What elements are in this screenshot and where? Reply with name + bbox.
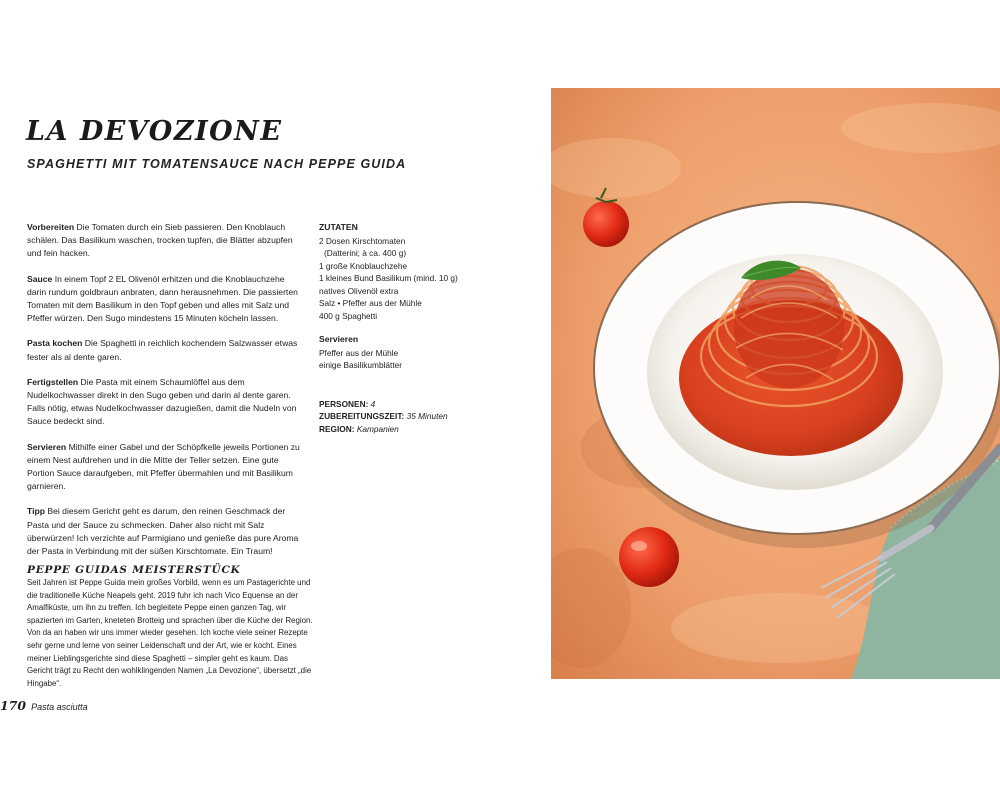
step-cook-pasta [27,337,305,363]
serving-item: Pfeffer aus der Mühle [319,347,399,358]
ingredient-item: 400 g Spaghetti [319,310,378,321]
serving-item: einige Basilikumblätter [319,360,403,370]
section-name: Pasta asciutta [31,702,88,712]
step-text: Die Spaghetti in reichlich kochendem Salzwasser etwas fester als al dente garen. [27,338,298,362]
step-text: Die Pasta mit einem Schaumlöffel aus dem Nudelkochwasser direkt in den Sugo geben und darin al dente garen. Falls nötig, etwas Nudelkochwasser dazugießen, damit die Nudeln von Sauce bedeckt sind. [27,376,297,427]
step-sauce [27,273,305,326]
step-text: Bei diesem Gericht geht es darum, den reinen Geschmack der Pasta und der Sauce zu schmecken. Daher also nicht mit Salz überwürzen! Ich verzichte auf Parmigiano und genieße das pure Aroma der Pasta in Verbindung mit der süßen Kirschtomate. Ein Traum! [27,506,299,557]
ingredient-item: 1 große Knoblauchzehe [319,260,408,271]
recipe-title: LA DEVOZIONE [26,116,283,147]
meta-value: Kampanien [356,423,399,434]
step-text: In einem Topf 2 EL Olivenöl erhitzen und die Knoblauchzehe darin rundum goldbraun anbraten, dann herausnehmen. Die passierten Tomaten mit dem Basilikum in den Topf geben und alles mit Salz und Pfeffer würzen. Den Sugo mindestens 15 Minuten köcheln lassen. [27,273,298,324]
step-label: Vorbereiten [27,222,75,232]
meta-label: REGION: [319,423,355,434]
ingredients-column [319,221,459,435]
ingredient-item: 2 Dosen Kirschtomaten [319,235,406,246]
step-text: Mithilfe einer Gabel und der Schöpfkelle jeweils Portionen zu einem Nest aufdrehen und in die Mitte der Teller setzen. Eine gute Portion Sauce daraufgeben, mit Pfeffer übermahlen und mit Basilikum garnieren. [27,441,300,492]
cherry-tomato-icon [619,527,679,587]
page-footer [0,697,88,715]
recipe-subtitle: SPAGHETTI MIT TOMATENSAUCE NACH PEPPE GUIDA [27,157,407,171]
ingredient-item: 1 kleines Bund Basilikum (mind. 10 g) [319,273,458,283]
step-label: Fertigstellen [27,376,79,387]
step-prepare [27,221,305,261]
serving-heading: Servieren [319,334,359,344]
serving-block [319,333,459,372]
masterpiece-text: Seit Jahren ist Peppe Guida mein großes Vorbild, wenn es um Pastagerichte und die traditionelle Küche Neapels geht. 2019 fuhr ich nach Vico Equense an der Amalfiküste, um ihn zu treffen. Ich begleitete Peppe einen ganzen Tag, wir spazierten im Garten, kneteten Brotteig und sprachen über die Küche der Region. Von da an haben wir uns immer wieder gesehen. Ich koche viele seiner Rezepte sehr gerne und lerne von seiner Leidenschaft und der Art, wie er kocht. Eines meiner Lieblingsgerichte sind diese Spaghetti – simpler geht es kaum. Das Gericht trägt zu Recht den wohlklingenden Namen „La Devozione“, übersetzt „die Hingabe“. [27,578,313,688]
meta-label: PERSONEN: [319,398,369,409]
meta-value: 4 [370,398,376,409]
spaghetti-plate-illustration [551,88,1000,679]
step-label: Tipp [27,506,45,517]
meta-label: ZUBEREITUNGSZEIT: [319,411,405,421]
step-tip [27,505,305,558]
meta-region [319,423,459,436]
step-label: Servieren [27,441,67,452]
step-label: Sauce [27,273,53,284]
page-number: 170 [0,698,27,713]
meta-persons [319,398,459,411]
cherry-tomato-icon [583,201,629,247]
ingredients-heading: ZUTATEN [319,222,358,232]
dish-photo [551,88,1000,679]
step-text: Die Tomaten durch ein Sieb passieren. Den Knoblauch schälen. Das Basilikum waschen, trocken tupfen, die Blätter abzupfen und fein hacken. [27,222,293,259]
step-label: Pasta kochen [27,338,83,349]
step-serve [27,441,305,494]
meta-value: 35 Minuten [406,411,448,421]
masterpiece-heading: PEPPE GUIDAS MEISTERSTÜCK [27,564,241,576]
ingredient-item: natives Olivenöl extra [319,285,399,296]
ingredient-item: (Datterini; à ca. 400 g) [324,248,407,258]
recipe-meta [319,398,459,436]
step-finish [27,376,305,429]
method-steps [27,221,305,570]
meta-time [319,410,459,423]
ingredient-item: Salz • Pfeffer aus der Mühle [319,298,422,308]
